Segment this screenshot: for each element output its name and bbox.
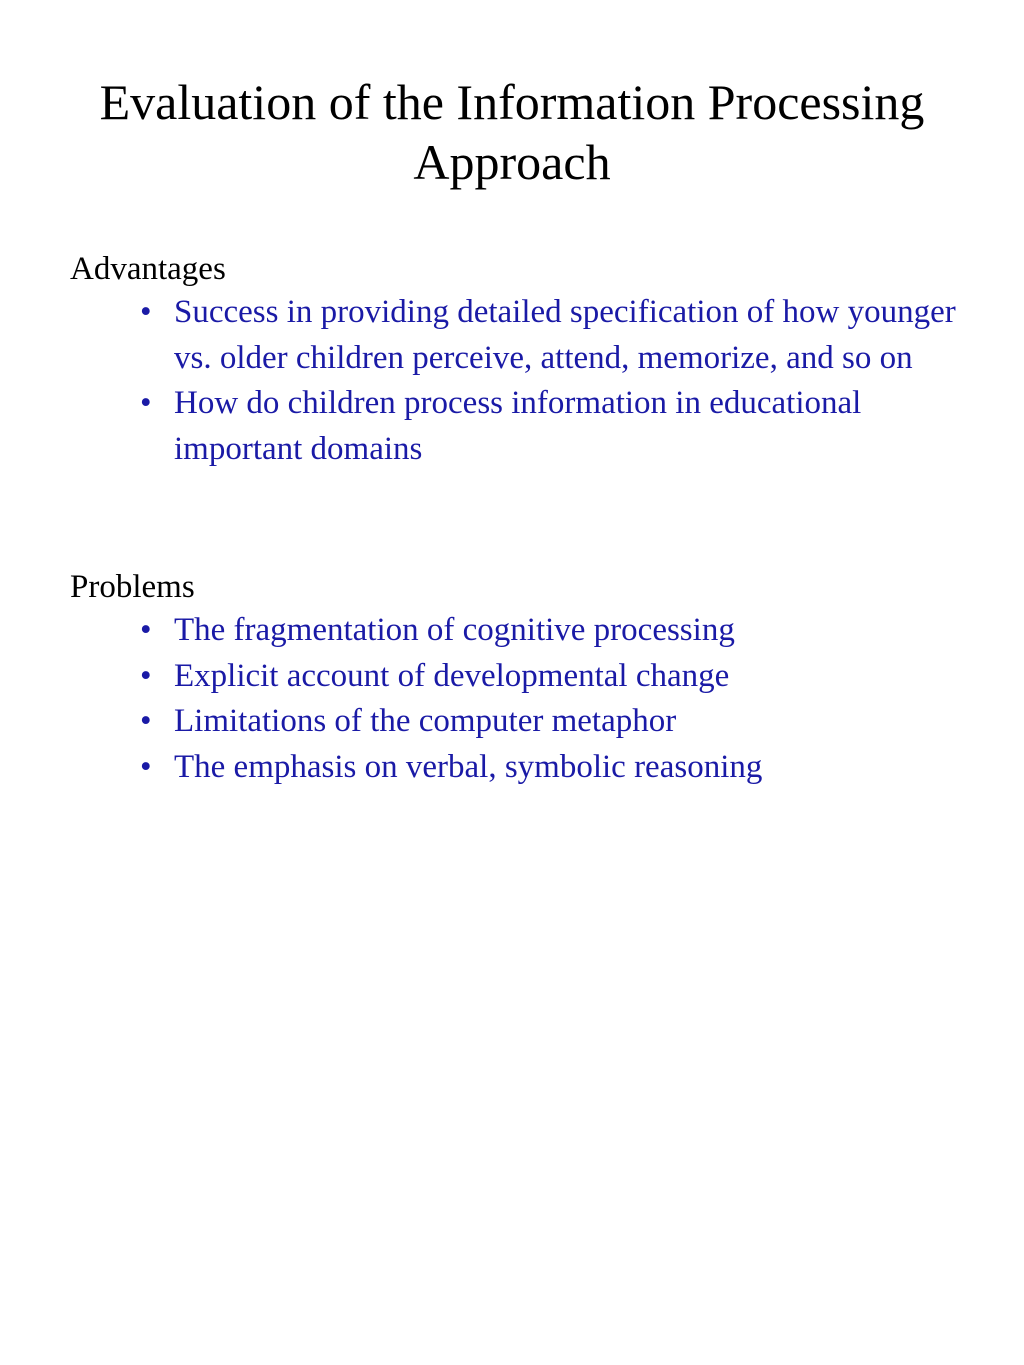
bullet-icon: • (140, 703, 152, 739)
list-item (140, 290, 990, 381)
list-item-text: Explicit account of developmental change (174, 657, 730, 694)
list-item (140, 654, 990, 700)
list-item-text: How do children process information in educational important domains (174, 385, 862, 467)
bullet-icon: • (140, 657, 152, 694)
bullet-icon: • (140, 294, 152, 330)
advantages-heading: Advantages (70, 251, 226, 287)
list-item (140, 381, 990, 472)
problems-section (70, 566, 990, 790)
list-item-text: Success in providing detailed specification of how younger vs. older children perceive, attend, memorize, and so on (174, 294, 956, 376)
advantages-list (70, 290, 990, 472)
bullet-icon: • (140, 385, 152, 421)
bullet-icon: • (140, 748, 152, 785)
list-item (140, 745, 990, 791)
list-item (140, 699, 990, 745)
list-item-text: The fragmentation of cognitive processing (174, 612, 735, 648)
bullet-icon: • (140, 612, 152, 648)
problems-heading: Problems (70, 569, 195, 605)
list-item (140, 608, 990, 654)
list-item-text: The emphasis on verbal, symbolic reasoning (174, 748, 763, 785)
list-item-text: Limitations of the computer metaphor (174, 703, 677, 739)
advantages-section (70, 248, 990, 472)
slide-title: Evaluation of the Information Processing Approach (99, 74, 925, 190)
problems-list (70, 608, 990, 790)
